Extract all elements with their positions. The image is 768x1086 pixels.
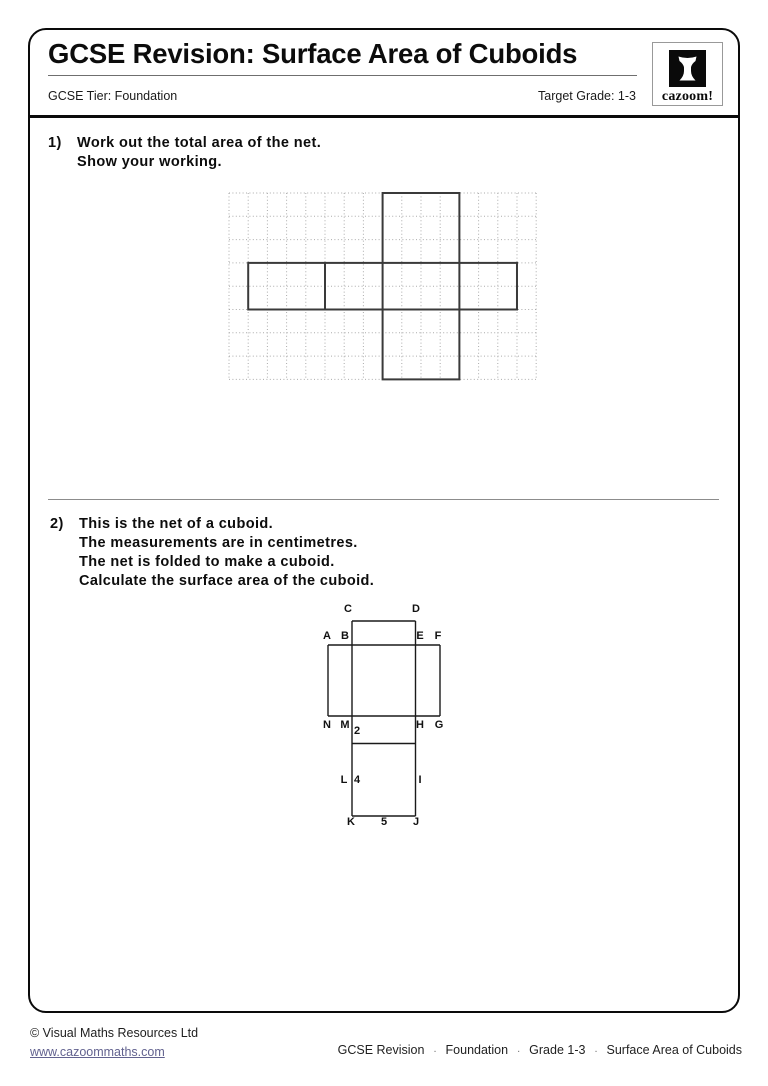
- cazoom-logo-icon: [669, 50, 706, 87]
- question-2-line: Calculate the surface area of the cuboid.: [79, 573, 375, 589]
- title-underline: [48, 75, 637, 76]
- footer-separator-dot: .: [517, 1043, 521, 1055]
- net-vertex-label: H: [416, 719, 424, 731]
- question-2-line: The measurements are in centimetres.: [79, 535, 358, 551]
- footer-meta-item: Surface Area of Cuboids: [606, 1043, 742, 1057]
- question-1-line: Show your working.: [77, 154, 222, 170]
- copyright-text: © Visual Maths Resources Ltd: [30, 1026, 199, 1040]
- footer-meta-item: GCSE Revision: [337, 1043, 425, 1057]
- net-vertex-label: C: [344, 603, 352, 615]
- question-1-text: [77, 134, 321, 172]
- header-divider: [30, 115, 738, 118]
- question-1-number: 1): [48, 135, 62, 151]
- tier-label: GCSE Tier: Foundation: [48, 89, 178, 103]
- cazoom-logo-text: cazoom!: [661, 89, 714, 104]
- net-vertex-label: E: [416, 630, 424, 642]
- net-vertex-label: 4: [353, 774, 361, 786]
- target-grade-label: Target Grade: 1-3: [538, 89, 636, 103]
- net-vertex-label: M: [340, 719, 350, 731]
- question-2-line: The net is folded to make a cuboid.: [79, 554, 335, 570]
- labelled-cuboid-net-diagram: [318, 600, 450, 836]
- question-2-text: [79, 515, 374, 591]
- cuboid-net-grid-diagram: [226, 190, 539, 382]
- footer-meta-item: Foundation: [445, 1043, 509, 1057]
- net-vertex-label: B: [341, 630, 349, 642]
- cazoom-logo: [652, 42, 723, 106]
- net-vertex-label: K: [347, 816, 355, 828]
- footer-left: [30, 1024, 198, 1062]
- net-vertex-label: 5: [380, 816, 388, 828]
- footer-breadcrumb: [338, 1043, 742, 1057]
- question-1: [48, 134, 321, 172]
- question-1-line: Work out the total area of the net.: [77, 135, 322, 151]
- question-2-line: This is the net of a cuboid.: [79, 516, 274, 532]
- net-vertex-label: D: [412, 603, 420, 615]
- footer-meta-item: Grade 1-3: [529, 1043, 586, 1057]
- net-vertex-label: G: [434, 719, 444, 731]
- cazoommaths-link[interactable]: www.cazoommaths.com: [30, 1045, 165, 1059]
- header-meta-row: [48, 89, 636, 103]
- question-2: [50, 515, 374, 591]
- net-vertex-label: I: [418, 774, 422, 786]
- net-vertex-label: 2: [353, 725, 361, 737]
- page-title: GCSE Revision: Surface Area of Cuboids: [48, 38, 578, 69]
- footer-separator-dot: .: [594, 1043, 598, 1055]
- net-vertex-label: A: [323, 630, 331, 642]
- net-vertex-label: N: [323, 719, 331, 731]
- net-vertex-label: L: [340, 774, 348, 786]
- section-separator: [48, 499, 719, 500]
- net-vertex-label: F: [434, 630, 442, 642]
- question-2-number: 2): [50, 516, 64, 532]
- net-vertex-label: J: [412, 816, 420, 828]
- footer-separator-dot: .: [433, 1043, 437, 1055]
